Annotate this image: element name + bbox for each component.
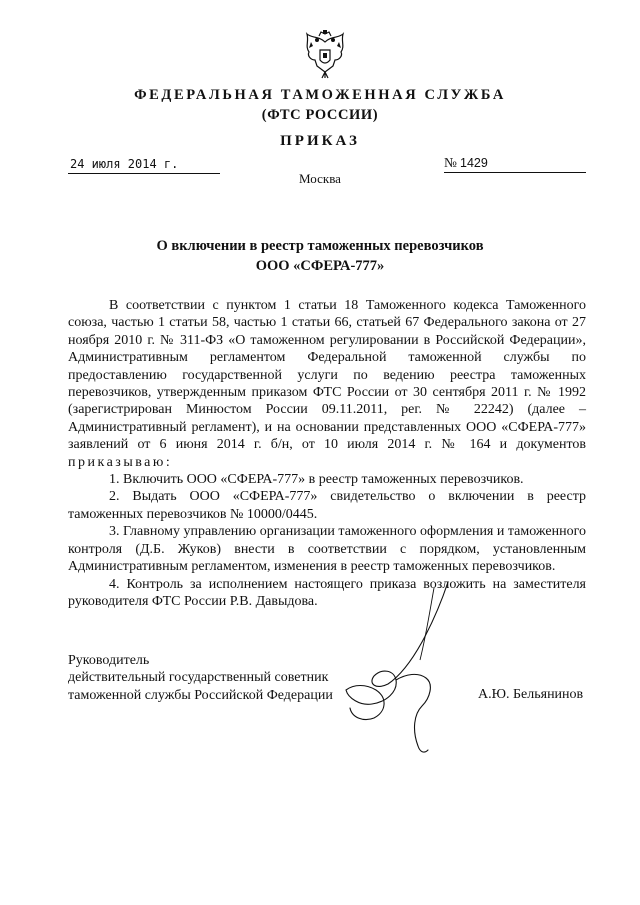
position-line-2: действительный государственный советник	[68, 670, 329, 686]
document-type: ПРИКАЗ	[280, 133, 360, 149]
order-item-2: 2. Выдать ООО «СФЕРА-777» свидетельство о включении в реестр таможенных перевозчиков № 10000/0445.	[68, 489, 586, 522]
position-line-1: Руководитель	[68, 653, 150, 668]
signatory-position	[68, 652, 333, 704]
preamble-text: В соответствии с пунктом 1 статьи 18 Таможенного кодекса Таможенного союза, частью 1 статьи 58, частью 1 статьи 66, статьей 67 Федерального закона от 27 ноября 2010 г. № 311-ФЗ «О таможенном регулировании в Российской Федерации», Административным регламентом Федеральной таможенной службы по предоставлению государственной услуги по ведению реестра таможенных перевозчиков, утвержденным приказом ФТС России от 30 сентября 2011 г. № 1992 (зарегистрирован Минюстом России 09.11.2011, рег. № 22242) (далее – Административный регламент), и на основании представленных ООО «СФЕРА-777» заявлений от 6 июня 2014 г. б/н, от 10 июля 2014 г. № 164 и документов	[68, 298, 586, 453]
number-sign: №	[444, 155, 457, 170]
agency-name: ФЕДЕРАЛЬНАЯ ТАМОЖЕННАЯ СЛУЖБА	[134, 87, 506, 103]
preamble-paragraph	[68, 297, 586, 471]
agency-short-name: (ФТС РОССИИ)	[261, 107, 379, 123]
order-item-3: 3. Главному управлению организации таможенного оформления и таможенного контроля (Д.Б. Жуков) внести в соответствии с порядком, установленным Административным регламентом, изменения в реестр таможенных перевозчиков.	[68, 524, 586, 575]
document-title-line-1: О включении в реестр таможенных перевозчиков	[156, 238, 484, 254]
position-line-3: таможенной службы Российской Федерации	[68, 687, 333, 703]
city: Москва	[299, 171, 341, 186]
order-number: 1429	[460, 156, 488, 170]
signatory-name: А.Ю. Бельянинов	[478, 687, 584, 702]
document-body	[68, 297, 586, 610]
handwritten-signature	[330, 580, 470, 755]
russian-eagle-emblem-icon	[303, 30, 347, 80]
document-title-line-2: ООО «СФЕРА-777»	[255, 258, 385, 274]
order-item-4: 4. Контроль за исполнением настоящего приказа возложить на заместителя руководителя ФТС России Р.В. Давыдова.	[68, 576, 586, 609]
order-date: 24 июля 2014 г.	[70, 157, 179, 171]
order-item-1: 1. Включить ООО «СФЕРА-777» в реестр таможенных перевозчиков.	[109, 472, 524, 488]
order-word: приказываю:	[68, 454, 173, 470]
